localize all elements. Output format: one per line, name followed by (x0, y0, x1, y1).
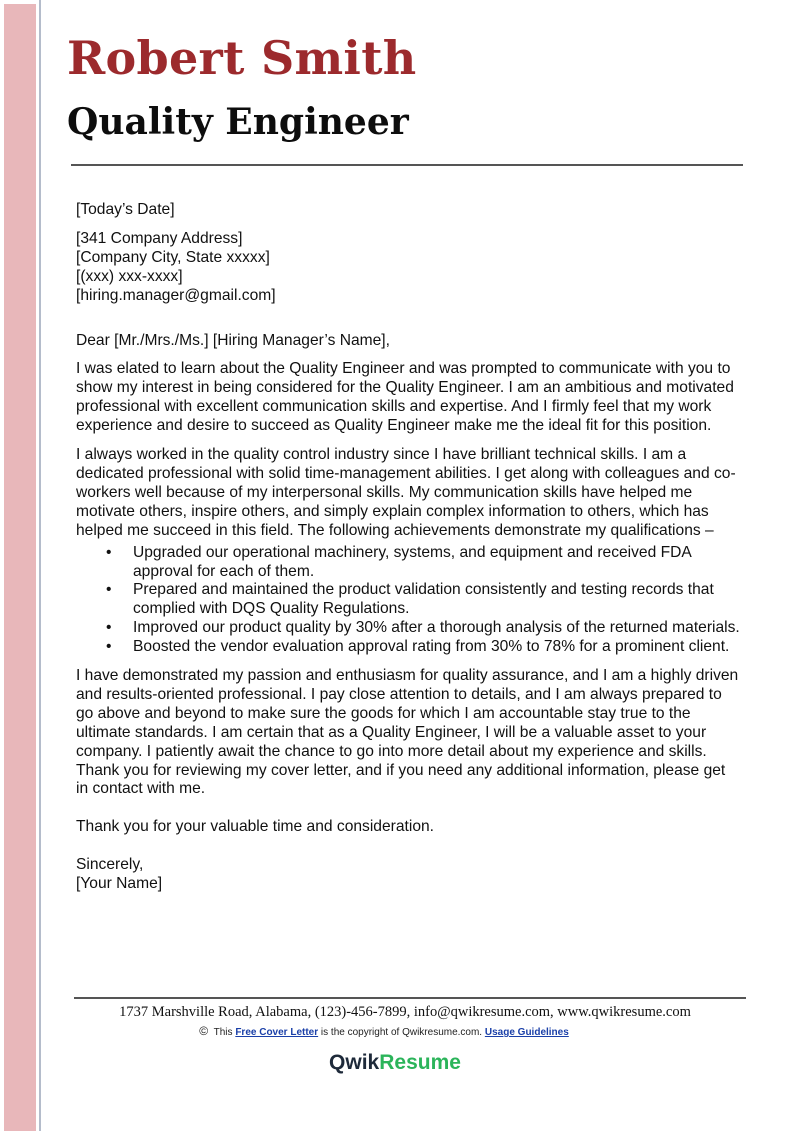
recipient-block (76, 230, 741, 306)
signature: [Your Name] (76, 875, 163, 893)
copyright-middle: is the copyright of Qwikresume.com. (320, 1027, 483, 1038)
header-divider (71, 164, 743, 166)
paragraph-experience: I always worked in the quality control industry since I have brilliant technical skills. I am a dedicated professional with solid time-management abilities. I get along with colleagues and co-workers well because of my interpersonal skills. My communication skills have helped me motivate others, inspire others, and simply explain complex information to others, which has helped me succeed in this field. The following achievements demonstrate my qualifications – (76, 446, 736, 539)
job-title: Quality Engineer (67, 101, 409, 143)
achievement-text: Prepared and maintained the product validation consistently and testing records that complied with DQS Quality Regulations. (133, 581, 714, 618)
decorative-side-line (39, 0, 41, 1131)
free-cover-letter-link[interactable]: Free Cover Letter (235, 1027, 319, 1038)
closing-line: Sincerely, (76, 856, 144, 874)
letter-body (76, 201, 741, 894)
recipient-phone: [(xxx) xxx-xxxx] (76, 267, 183, 285)
applicant-name: Robert Smith (67, 31, 417, 85)
achievement-text: Improved our product quality by 30% after a thorough analysis of the returned materials. (133, 619, 740, 637)
date-line: [Today’s Date] (76, 201, 175, 218)
recipient-email: [hiring.manager@gmail.com] (76, 286, 276, 304)
achievement-item (76, 581, 741, 619)
usage-guidelines-link[interactable]: Usage Guidelines (484, 1027, 569, 1038)
bullet-icon: • (106, 619, 112, 637)
footer-contact-line: 1737 Marshville Road, Alabama, (123)-456-7899, info@qwikresume.com, www.qwikresume.com (119, 1004, 691, 1020)
copyright-notice (0, 1024, 768, 1040)
qwikresume-logo[interactable] (0, 1050, 790, 1076)
recipient-city-state: [Company City, State xxxxx] (76, 248, 270, 266)
achievement-text: Upgraded our operational machinery, systems, and equipment and received FDA approval for each of them. (133, 543, 691, 580)
paragraph-closing: I have demonstrated my passion and enthusiasm for quality assurance, and I am a highly driven and results-oriented professional. I pay close attention to details, and I am always prepared to go above and beyond to make sure the goods for which I am accountable stay true to the ultimate standards. I am certain that as a Quality Engineer, I will be a valuable asset to your company. I patiently await the chance to go into more detail about my experience and skills. Thank you for reviewing my cover letter, and if you need any additional information, please get in contact with me. (76, 667, 739, 798)
achievement-item (76, 638, 741, 657)
decorative-side-bar (4, 4, 36, 1131)
achievement-item (76, 544, 741, 582)
bullet-icon: • (106, 543, 112, 561)
bullet-icon: • (106, 638, 112, 656)
paragraph-intro: I was elated to learn about the Quality Engineer and was prompted to communicate with you to show my interest in being considered for the Quality Engineer. I am an ambitious and motivated professional with excellent communication skills and expertise. And I firmly feel that my work experience and desire to succeed as Quality Engineer make me the ideal fit for this position. (76, 360, 734, 435)
achievement-text: Boosted the vendor evaluation approval rating from 30% to 78% for a prominent client. (133, 638, 730, 656)
copyright-icon: © (199, 1024, 209, 1038)
salutation: Dear [Mr./Mrs./Ms.] [Hiring Manager’s Name], (76, 331, 390, 349)
achievements-list (76, 544, 741, 657)
footer-divider (74, 997, 746, 999)
achievement-item (76, 619, 741, 638)
bullet-icon: • (106, 581, 112, 599)
copyright-prefix: This (213, 1027, 233, 1038)
logo-text-resume: Resume (379, 1051, 461, 1074)
paragraph-thanks: Thank you for your valuable time and consideration. (76, 818, 434, 836)
recipient-address: [341 Company Address] (76, 229, 243, 247)
logo-text-qwik: Qwik (329, 1051, 380, 1074)
